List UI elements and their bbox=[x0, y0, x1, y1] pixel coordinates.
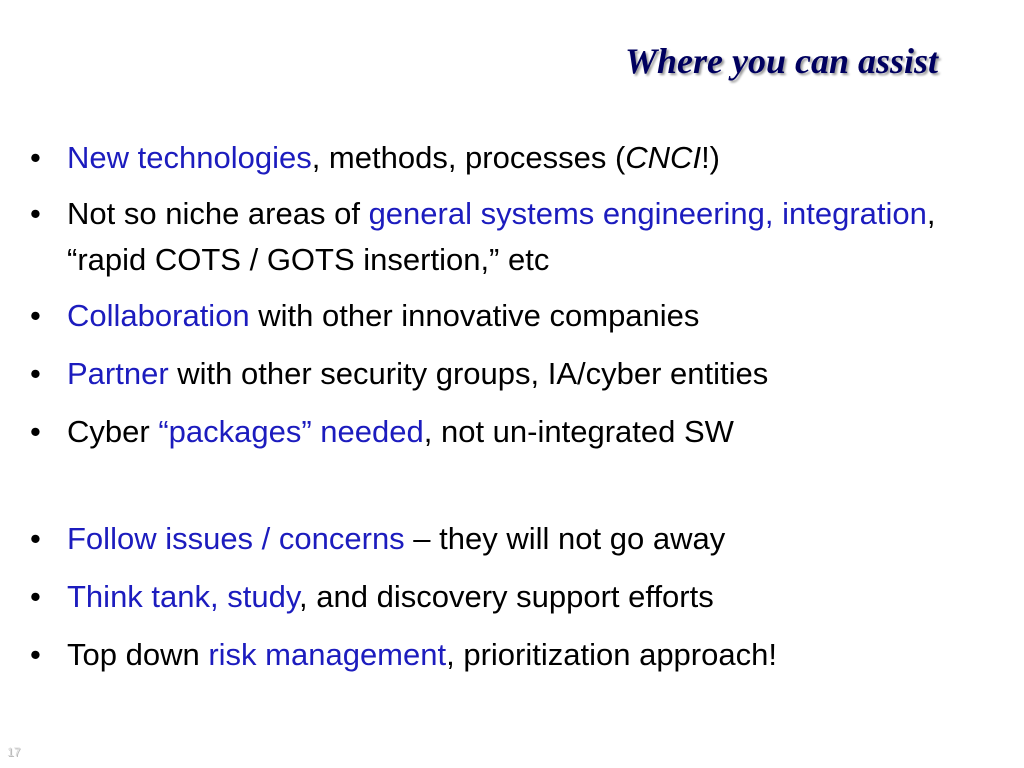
body-text: – they will not go away bbox=[404, 521, 726, 556]
bullet-dot: • bbox=[30, 521, 41, 556]
body-text: Not so niche areas of bbox=[67, 196, 369, 231]
body-text: , methods, processes ( bbox=[311, 140, 626, 175]
body-text: !) bbox=[701, 140, 720, 175]
bullet-item bbox=[30, 291, 1010, 341]
bullet-dot: • bbox=[30, 140, 41, 175]
highlight-text: Collaboration bbox=[67, 298, 250, 333]
highlight-text: Think tank, study bbox=[67, 579, 300, 614]
slide-title: Where you can assist bbox=[624, 41, 938, 81]
highlight-text: Follow issues / concerns bbox=[67, 521, 405, 556]
body-text: , “rapid COTS / GOTS insertion,” etc bbox=[67, 196, 936, 277]
body-text: Top down bbox=[67, 637, 209, 672]
bullet-item bbox=[30, 630, 1010, 680]
bullet-dot: • bbox=[30, 298, 41, 333]
highlight-text: general systems engineering, integration bbox=[368, 196, 927, 231]
page-number: 17 bbox=[7, 745, 21, 759]
body-text: , prioritization approach! bbox=[446, 637, 777, 672]
body-text: Cyber bbox=[67, 414, 159, 449]
bullet-item bbox=[30, 514, 1010, 564]
highlight-text: Partner bbox=[67, 356, 169, 391]
bullet-item bbox=[30, 572, 1010, 622]
bullet-list bbox=[30, 133, 1010, 680]
highlight-text: “packages” needed bbox=[158, 414, 424, 449]
bullet-item bbox=[30, 407, 1010, 457]
bullet-item bbox=[30, 349, 1010, 399]
bullet-item bbox=[30, 191, 1010, 283]
bullet-dot: • bbox=[30, 414, 41, 449]
body-text: with other security groups, IA/cyber entities bbox=[168, 356, 769, 391]
highlight-text: New technologies bbox=[67, 140, 312, 175]
body-text: with other innovative companies bbox=[249, 298, 700, 333]
bullet-dot: • bbox=[30, 356, 41, 391]
body-text: , and discovery support efforts bbox=[299, 579, 714, 614]
bullet-dot: • bbox=[30, 637, 41, 672]
italic-text: CNCI bbox=[625, 140, 702, 175]
bullet-dot: • bbox=[30, 196, 41, 231]
body-text: , not un-integrated SW bbox=[423, 414, 734, 449]
highlight-text: risk management bbox=[208, 637, 447, 672]
bullet-dot: • bbox=[30, 579, 41, 614]
bullet-item bbox=[30, 133, 1010, 183]
